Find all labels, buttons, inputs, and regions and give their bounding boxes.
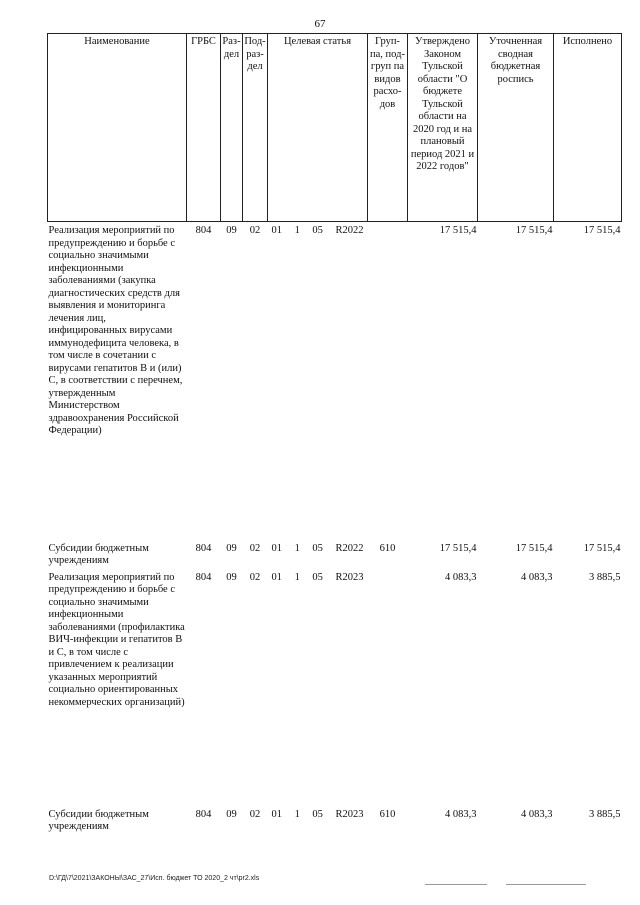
budget-table (47, 33, 622, 838)
row-name: Реализация мероприятий по предупреждению и борьбе с социально значимыми инфекционными заболеваниями (профилактика ВИЧ-инфекции и гепатитов В и С, в том числе с привлечением к реализации указанных мероприятий социально ориентированных некоммерческих организаций) (48, 571, 185, 708)
table-row (48, 806, 622, 838)
column-header-target: Целевая статья (268, 34, 368, 222)
column-header-executed: Исполнено (554, 34, 622, 222)
row-executed: 3 885,5 (589, 808, 621, 820)
row-group: 610 (379, 542, 396, 554)
row-podrazdel: 02 (249, 808, 261, 820)
table-header-row (48, 34, 622, 222)
column-header-grbs: ГРБС (187, 34, 221, 222)
row-target (268, 222, 368, 540)
target-direction: R2022 (335, 225, 364, 236)
row-target (268, 540, 368, 569)
row-grbs: 804 (195, 542, 212, 554)
target-event: 05 (312, 571, 323, 583)
row-approved: 4 083,3 (445, 571, 477, 583)
row-refined: 17 515,4 (515, 225, 553, 236)
target-program: 01 (271, 808, 282, 820)
target-subprogram: 1 (294, 571, 300, 583)
row-podrazdel: 02 (249, 225, 261, 236)
row-razdel: 09 (226, 571, 237, 583)
row-grbs: 804 (195, 808, 212, 820)
row-executed: 17 515,4 (583, 225, 621, 236)
column-header-razdel: Раз-дел (221, 34, 243, 222)
target-subprogram: 1 (294, 225, 300, 236)
target-program: 01 (271, 571, 282, 583)
row-grbs: 804 (195, 225, 212, 236)
column-header-podrazdel: Под-раз-дел (243, 34, 268, 222)
target-program: 01 (271, 542, 282, 554)
table-row (48, 540, 622, 569)
row-podrazdel: 02 (249, 571, 261, 583)
target-event: 05 (312, 808, 323, 820)
row-group: 610 (379, 808, 396, 820)
row-name: Субсидии бюджетным учреждениям (48, 808, 149, 832)
row-group (368, 222, 408, 540)
target-subprogram: 1 (294, 542, 300, 554)
target-subprogram: 1 (294, 808, 300, 820)
row-razdel: 09 (226, 808, 237, 820)
page-number: 67 (314, 18, 326, 30)
column-header-group: Груп-па, под-груп па видов расхо-дов (368, 34, 408, 222)
target-direction: R2022 (335, 542, 364, 554)
row-target (268, 806, 368, 838)
column-header-refined: Уточненная сводная бюджетная роспись (478, 34, 554, 222)
row-executed: 3 885,5 (589, 571, 621, 583)
column-header-approved: Утверждено Законом Тульской области "О бюджете Тульской области на 2020 год и на плановый период 2021 и 2022 годов" (408, 34, 478, 222)
footer-file-path: D:\ГД\7\2021\ЗАКОНЫ\ЗАС_27\Исп. бюджет ТО 2020_2 чт\pr2.xls (49, 875, 260, 882)
target-event: 05 (312, 225, 323, 236)
row-podrazdel: 02 (249, 542, 261, 554)
footer-divider (425, 884, 487, 885)
target-event: 05 (312, 542, 323, 554)
column-header-name: Наименование (48, 34, 187, 222)
row-refined: 17 515,4 (515, 542, 553, 554)
table-row (48, 569, 622, 806)
row-refined: 4 083,3 (521, 571, 553, 583)
target-program: 01 (271, 225, 282, 236)
row-razdel: 09 (226, 225, 237, 236)
row-name: Субсидии бюджетным учреждениям (48, 542, 149, 566)
row-approved: 17 515,4 (439, 225, 477, 236)
target-direction: R2023 (335, 808, 364, 820)
row-approved: 17 515,4 (439, 542, 477, 554)
footer-divider (506, 884, 586, 885)
row-approved: 4 083,3 (445, 808, 477, 820)
row-grbs: 804 (195, 571, 212, 583)
row-group (368, 569, 408, 806)
target-direction: R2023 (335, 571, 364, 583)
row-target (268, 569, 368, 806)
table-row (48, 222, 622, 540)
row-name: Реализация мероприятий по предупреждению и борьбе с социально значимыми инфекционными заболеваниями (закупка диагностических средств для выявления и мониторинга лечения лиц, инфицированных вирусами иммунодефицита человека, в том числе в сочетании с вирусами гепатитов В и (или) С, в соответствии с перечнем, утвержденным Министерством здравоохранения Российской Федерации) (48, 225, 183, 436)
row-executed: 17 515,4 (583, 542, 621, 554)
row-razdel: 09 (226, 542, 237, 554)
row-refined: 4 083,3 (521, 808, 553, 820)
